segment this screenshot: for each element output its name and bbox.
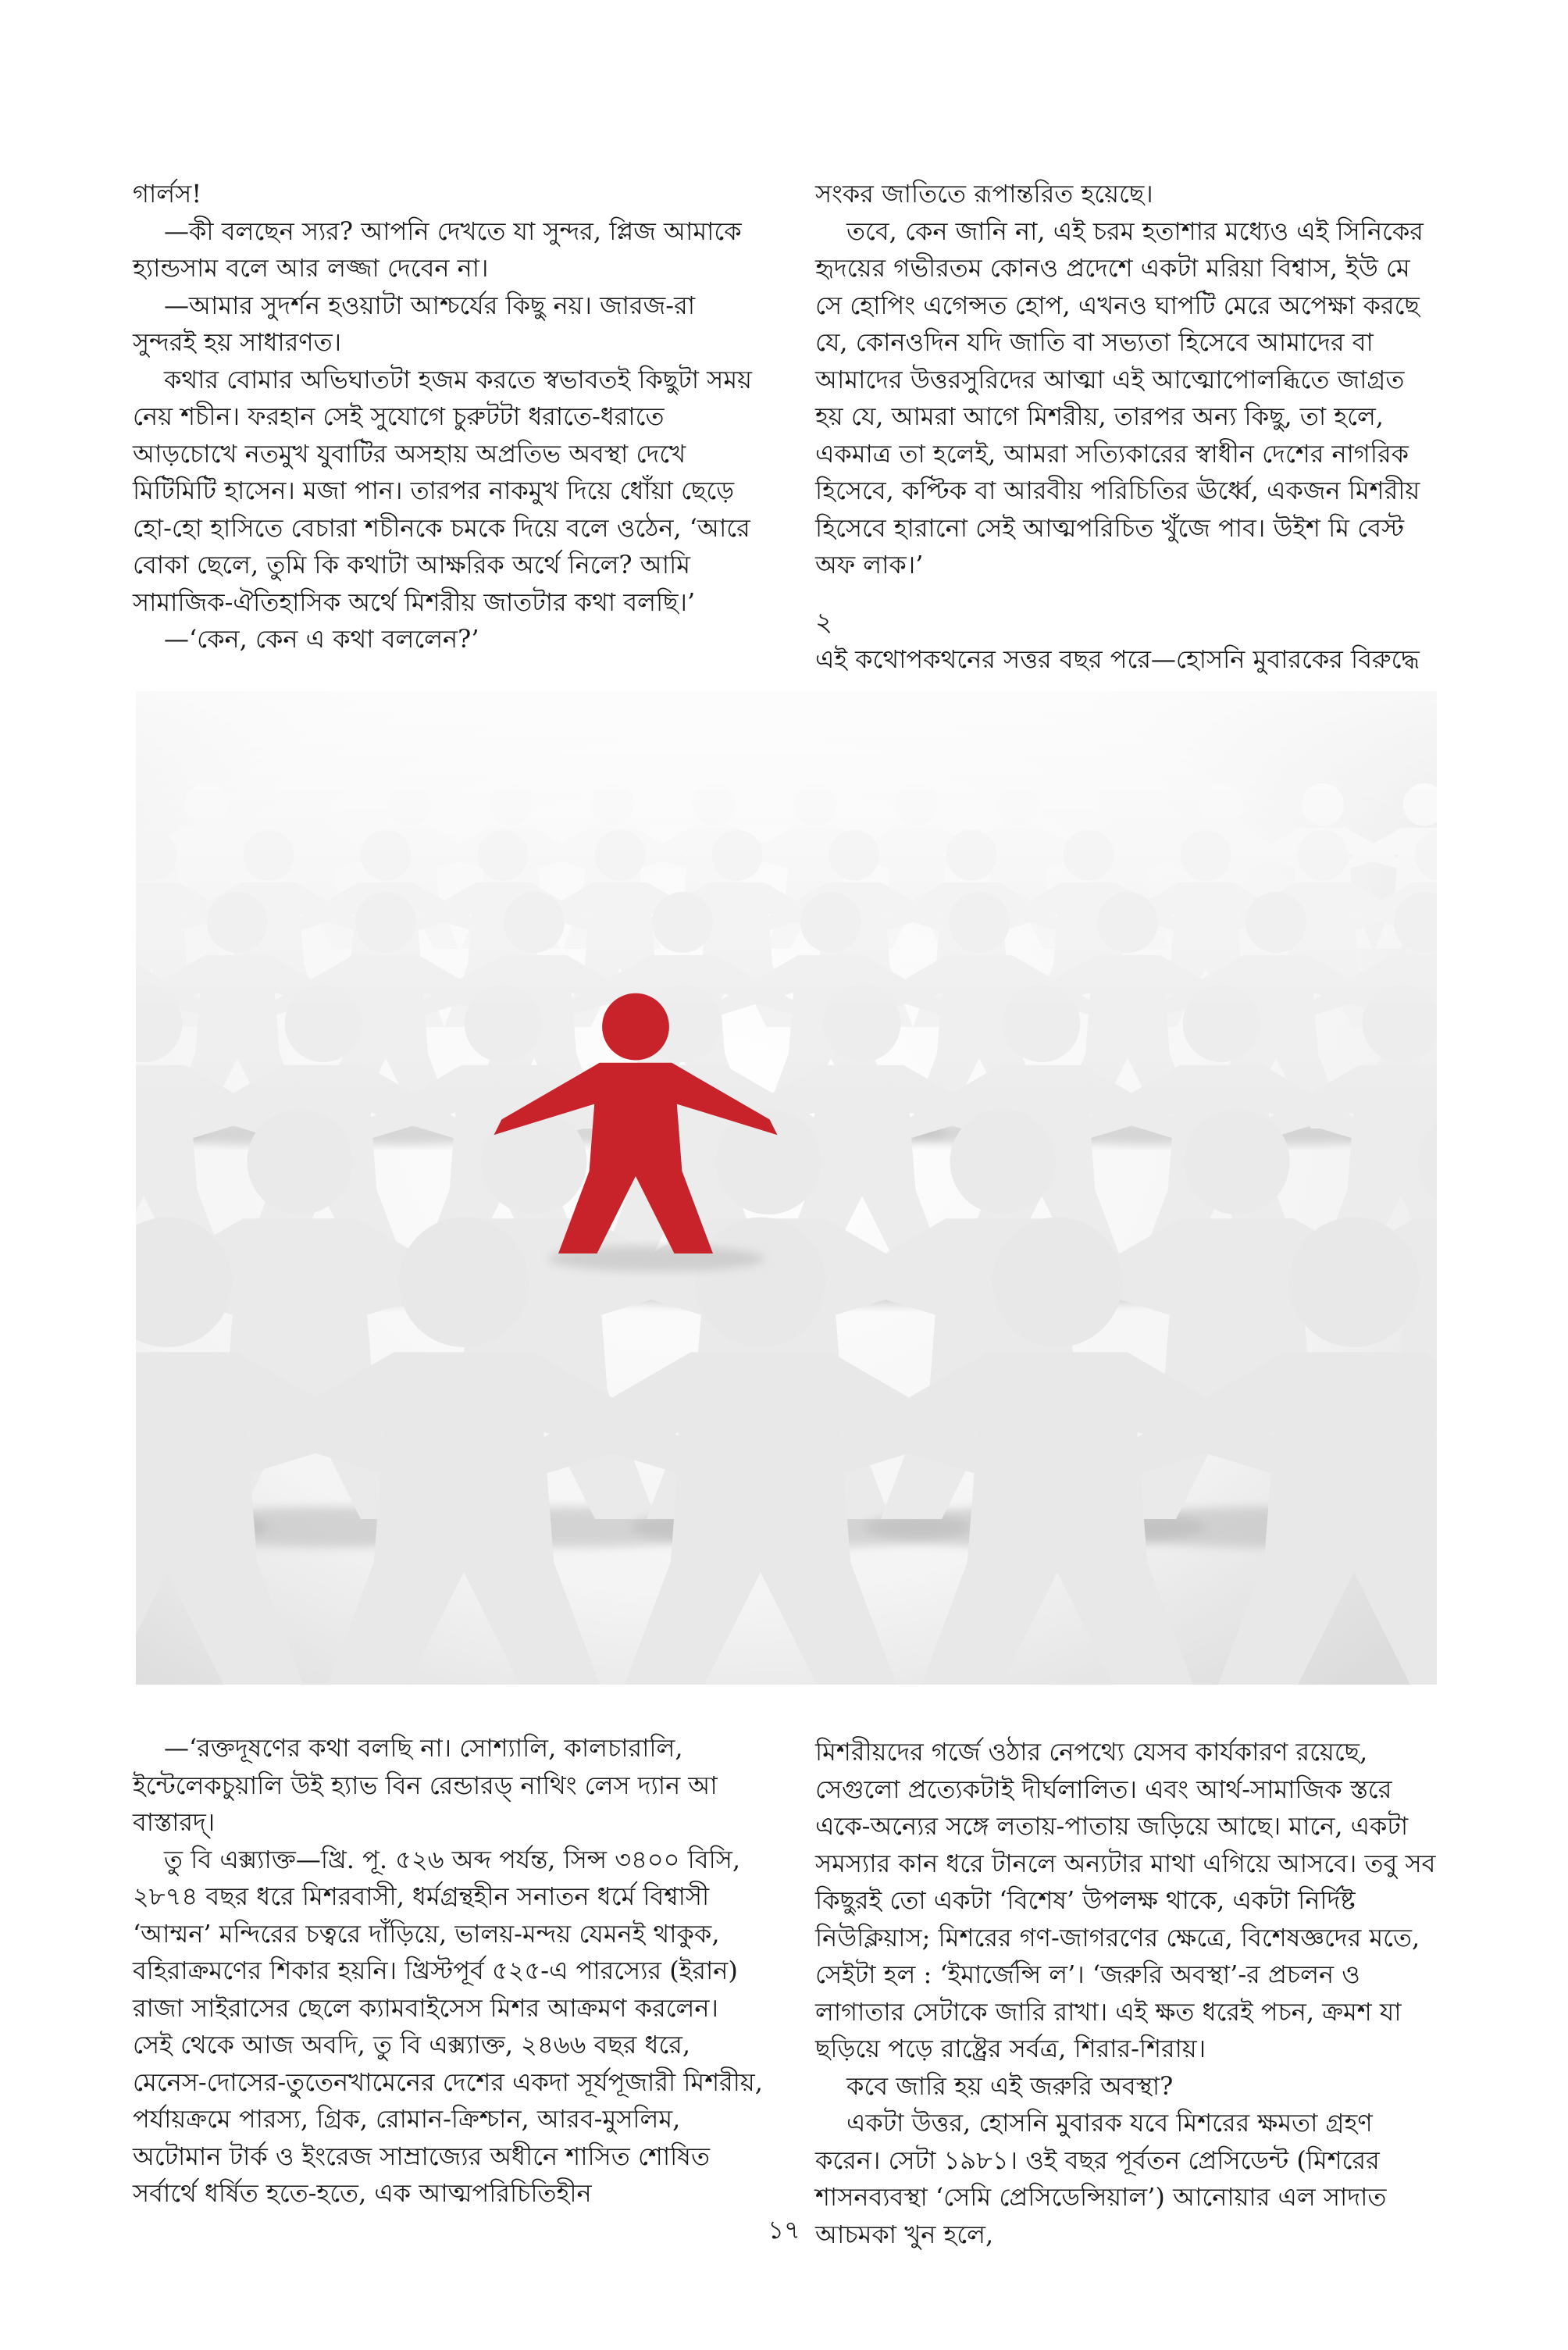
paragraph: তু বি এক্স্যাক্ত—খ্রি. পূ. ৫২৬ অব্দ পর্যন্ত, সিন্স ৩৪০০ বিসি, ২৮৭৪ বছর ধরে মিশরবাসী, ধর্মগ্রন্থহীন সনাতন ধর্মে বিশ্বাসী ‘আম্মন’ মন্দিরের চত্বরে দাঁড়িয়ে, ভালয়-মন্দয় যেমনই থাকুক, বহিরাক্রমণের শিকার হয়নি। খ্রিস্টপূর্ব ৫২৫-এ পারস্যের (ইরান) রাজা সাইরাসের ছেলে ক্যামবাইসেস মিশর আক্রমণ করলেন। সেই থেকে আজ অবদি, তু বি এক্স্যাক্ত, ২৪৬৬ বছর ধরে, মেনেস-দোসের-তুতেনখামেনের দেশের একদা সূর্যপূজারী মিশরীয়, পর্যায়ক্রমে পারস্য, গ্রিক, রোমান-ক্রিশ্চান, আরব-মুসলিম, অটোমান টার্ক ও ইংরেজ সাম্রাজ্যের অধীনে শাসিত শোষিত সর্বার্থে ধর্ষিত হতে-হতে, এক আত্মপরিচিতিহীন	[133, 1844, 763, 2208]
top-left-column	[133, 176, 757, 658]
paragraph: কবে জারি হয় এই জরুরি অবস্থা?	[846, 2070, 1174, 2101]
paragraph: মিশরীয়দের গর্জে ওঠার নেপথ্যে যেসব কার্যকারণ রয়েছে, সেগুলো প্রত্যেকটাই দীর্ঘলালিত। এবং আর্থ-সামাজিক স্তরে একে-অন্যের সঙ্গে লতায়-পাতায় জড়িয়ে আছে। মানে, একটা সমস্যার কান ধরে টানলে অন্যটার মাথা এগিয়ে আসবে। তবু সব কিছুরই তো একটা ‘বিশেষ’ উপলক্ষ থাকে, একটা নির্দিষ্ট নিউক্লিয়াস; মিশরের গণ-জাগরণের ক্ষেত্রে, বিশেষজ্ঞদের মতে, সেইটা হল : ‘ইমার্জেন্সি ল’। ‘জরুরি অবস্থা’-র প্রচলন ও লাগাতার সেটাকে জারি রাখা। এই ক্ষত ধরেই পচন, ক্রমশ যা ছড়িয়ে পড়ে রাষ্ট্রের সর্বত্র, শিরার-শিরায়।	[815, 1737, 1436, 2063]
paragraph: —‘কেন, কেন এ কথা বললেন?’	[164, 624, 479, 654]
paragraph: —‘রক্তদূষণের কথা বলছি না। সোশ্যালি, কালচারালি, ইন্টেলেকচুয়ালি উই হ্যাভ বিন রেন্ডারড্ নাথিং লেস দ্যান আ বাস্তারদ্।	[133, 1733, 718, 1837]
section-first-line: এই কথোপকথনের সত্তর বছর পরে—হোসনি মুবারকের বিরুদ্ধে	[815, 644, 1420, 674]
paragraph: কথার বোমার অভিঘাতটা হজম করতে স্বভাবতই কিছুটা সময় নেয় শচীন। ফরহান সেই সুযোগে চুরুটটা ধরাতে-ধরাতে আড়চোখে নতমুখ যুবাটির অসহায় অপ্রতিভ অবস্থা দেখে মিটিমিটি হাসেন। মজা পান। তারপর নাকমুখ দিয়ে ধোঁয়া ছেড়ে হো-হো হাসিতে বেচারা শচীনকে চমকে দিয়ে বলে ওঠেন, ‘আরে বোকা ছেলে, তুমি কি কথাটা আক্ষরিক অর্থে নিলে? আমি সামাজিক-ঐতিহাসিক অর্থে মিশরীয় জাতটার কথা বলছি।’	[133, 364, 752, 617]
paragraph: —আমার সুদর্শন হওয়াটা আশ্চর্যের কিছু নয়। জারজ-রা সুন্দরই হয় সাধারণত।	[133, 290, 695, 357]
bottom-right-column	[815, 1734, 1440, 2253]
paragraph: —কী বলছেন স্যর? আপনি দেখতে যা সুন্দর, প্লিজ আমাকে হ্যান্ডসাম বলে আর লজ্জা দেবেন না।	[133, 216, 742, 283]
depth-fade	[136, 691, 1437, 1129]
paragraph: গার্লস!	[133, 179, 202, 209]
paragraph: একটা উত্তর, হোসনি মুবারক যবে মিশরের ক্ষমতা গ্রহণ করেন। সেটা ১৯৮১। ওই বছর পূর্বতন প্রেসিডেন্ট (মিশরের শাসনব্যবস্থা ‘সেমি প্রেসিডেন্সিয়াল’) আনোয়ার এল সাদাত আচমকা খুন হলে,	[815, 2108, 1387, 2249]
paper-people-illustration	[136, 691, 1437, 1685]
paragraph: তবে, কেন জানি না, এই চরম হতাশার মধ্যেও এই সিনিকের হৃদয়ের গভীরতম কোনও প্রদেশে একটা মরিয়া বিশ্বাস, ইউ মে সে হোপিং এগেন্সত হোপ, এখনও ঘাপটি মেরে অপেক্ষা করছে যে, কোনওদিন যদি জাতি বা সভ্যতা হিসেবে আমাদের বা আমাদের উত্তরসুরিদের আত্মা এই আত্মোপোলব্ধিতে জাগ্রত হয় যে, আমরা আগে মিশরীয়, তারপর অন্য কিছু, তা হলে, একমাত্র তা হলেই, আমরা সত্যিকারের স্বাধীন দেশের নাগরিক হিসেবে, কপ্টিক বা আরবীয় পরিচিতির ঊর্ধ্বে, একজন মিশরীয় হিসেবে হারানো সেই আত্মপরিচিত খুঁজে পাব। উইশ মি বেস্ট অফ লাক।’	[815, 216, 1424, 579]
paragraph: সংকর জাতিতে রূপান্তরিত হয়েছে।	[815, 179, 1153, 209]
paper-chain-figures	[136, 691, 1437, 1685]
section-number: ২	[815, 606, 833, 638]
bottom-left-column	[133, 1730, 765, 2213]
top-right-column	[815, 176, 1440, 679]
page-number: ১৭	[768, 2215, 800, 2245]
